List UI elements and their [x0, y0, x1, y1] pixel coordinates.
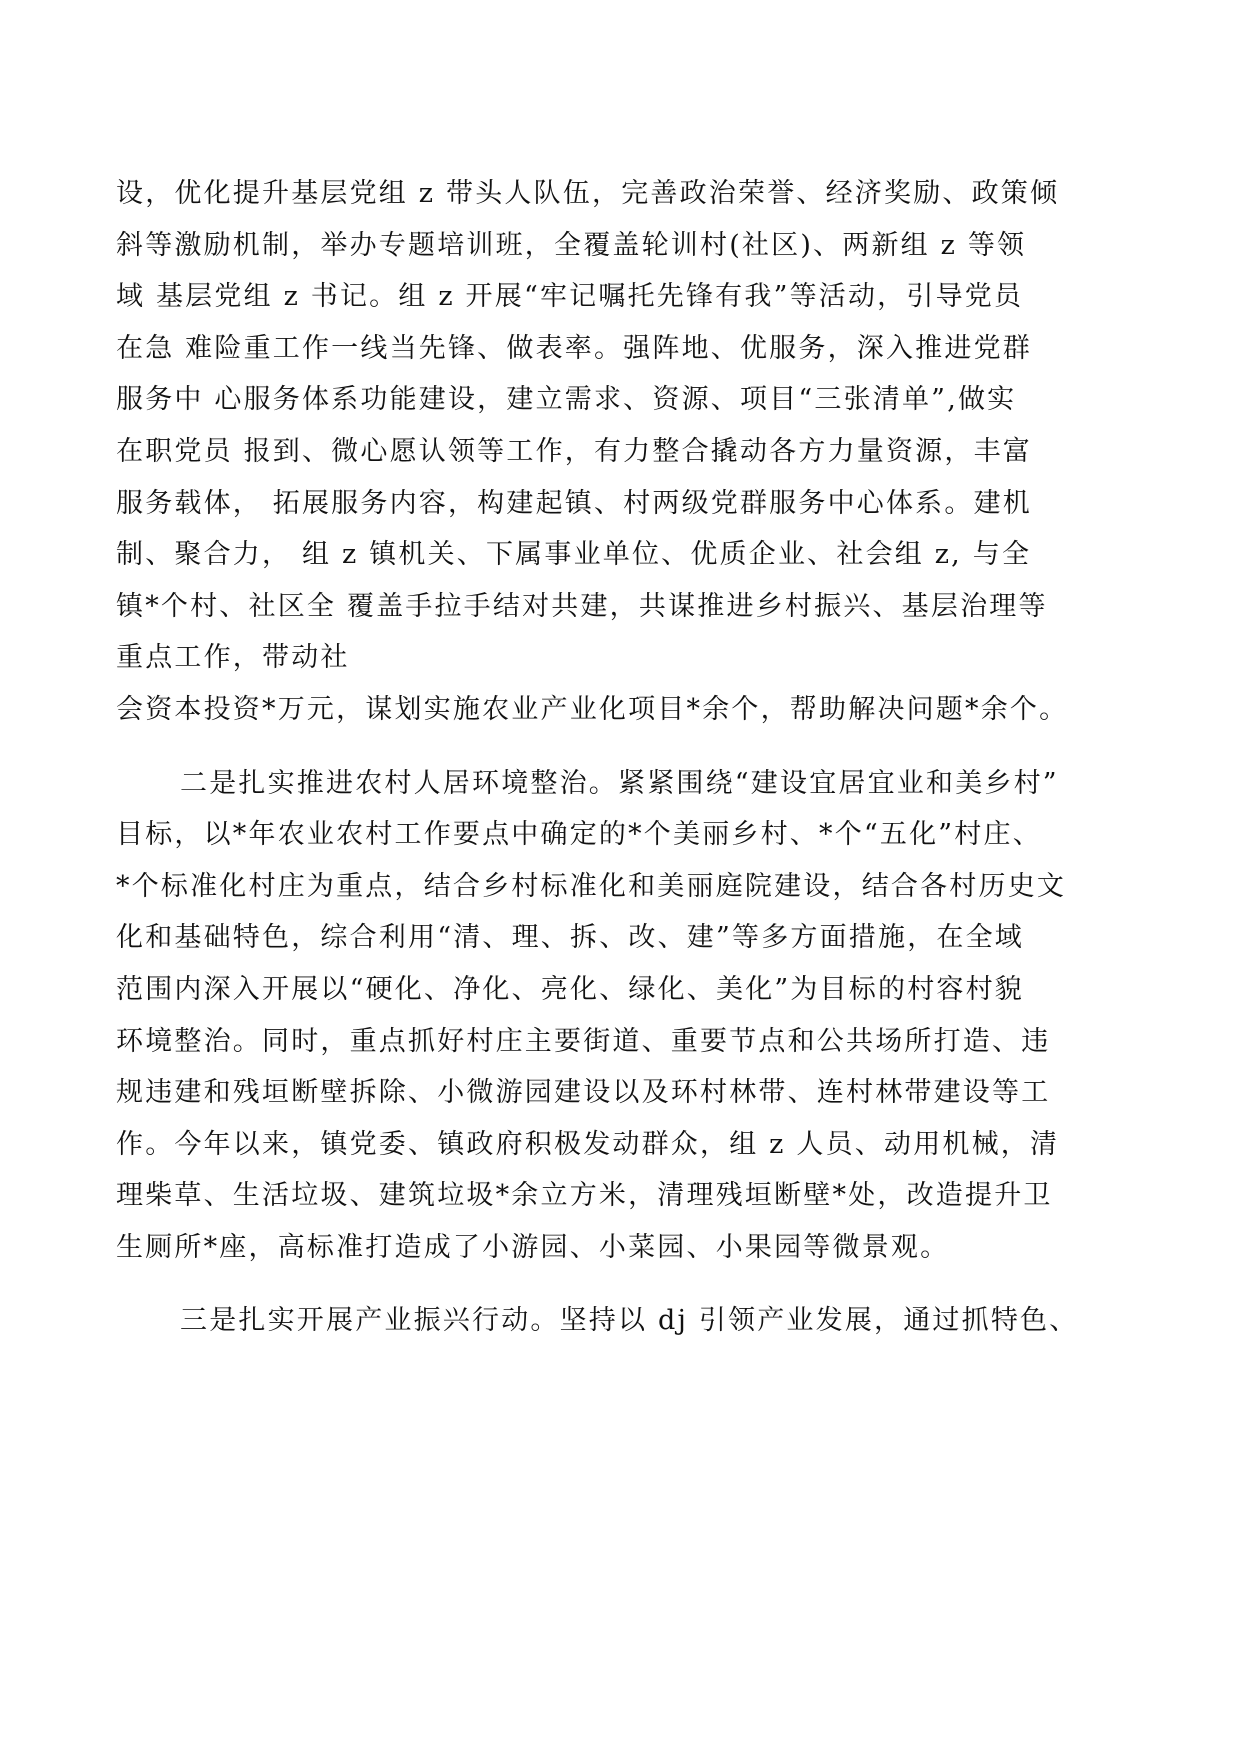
text-line: *个标准化村庄为重点，结合乡村标准化和美丽庭院建设，结合各村历史文 — [116, 870, 1067, 902]
text-line: 服务中 心服务体系功能建设，建立需求、资源、项目“三张清单”,做实 — [116, 384, 1017, 416]
text-line: 规违建和残垣断壁拆除、小微游园建设以及环村林带、连村林带建设等工 — [116, 1077, 1051, 1109]
paragraph-spacer — [116, 1273, 1126, 1295]
paragraph-spacer — [116, 736, 1126, 758]
text-line: 范围内深入开展以“硬化、净化、亮化、绿化、美化”为目标的村容村貌 — [116, 973, 1025, 1005]
text-line: 斜等激励机制，举办专题培训班，全覆盖轮训村(社区)、两新组 z 等领 — [116, 229, 1027, 261]
text-line: 环境整治。同时，重点抓好村庄主要街道、重要节点和公共场所打造、违 — [116, 1025, 1051, 1057]
text-line: 会资本投资*万元，谋划实施农业产业化项目*余个，帮助解决问题*余个。 — [116, 693, 1069, 725]
text-line: 在职党员 报到、微心愿认领等工作，有力整合撬动各方力量资源，丰富 — [116, 435, 1032, 467]
paragraph-2 — [116, 758, 1126, 1274]
text-line: 镇*个村、社区全 覆盖手拉手结对共建，共谋推进乡村振兴、基层治理等 — [116, 590, 1048, 622]
document-body — [116, 168, 1126, 1347]
text-line: 三是扎实开展产业振兴行动。坚持以 dj 引领产业发展，通过抓特色、 — [180, 1305, 1079, 1337]
text-line: 理柴草、生活垃圾、建筑垃圾*余立方米，清理残垣断壁*处，改造提升卫 — [116, 1180, 1053, 1212]
text-line: 目标，以*年农业农村工作要点中确定的*个美丽乡村、*个“五化”村庄、 — [116, 819, 1042, 851]
text-line: 生厕所*座，高标准打造成了小游园、小菜园、小果园等微景观。 — [116, 1231, 950, 1263]
text-line: 设，优化提升基层党组 z 带头人队伍，完善政治荣誉、经济奖励、政策倾 — [116, 178, 1060, 209]
text-line: 域 基层党组 z 书记。组 z 开展“牢记嘱托先锋有我”等活动，引导党员 — [116, 281, 1024, 313]
text-line: 制、聚合力， 组 z 镇机关、下属事业单位、优质企业、社会组 z, 与全 — [116, 539, 1032, 571]
text-line: 服务载体， 拓展服务内容，构建起镇、村两级党群服务中心体系。建机 — [116, 487, 1032, 519]
text-line: 重点工作，带动社 — [116, 642, 350, 674]
text-line: 在急 难险重工作一线当先锋、做表率。强阵地、优服务，深入推进党群 — [116, 332, 1032, 364]
paragraph-3 — [116, 1295, 1126, 1347]
text-line: 作。今年以来，镇党委、镇政府积极发动群众，组 z 人员、动用机械，清 — [116, 1128, 1060, 1160]
text-line: 二是扎实推进农村人居环境整治。紧紧围绕“建设宜居宜业和美乡村” — [180, 767, 1059, 799]
paragraph-1 — [116, 168, 1126, 736]
text-line: 化和基础特色，综合利用“清、理、拆、改、建”等多方面措施，在全域 — [116, 922, 1025, 954]
